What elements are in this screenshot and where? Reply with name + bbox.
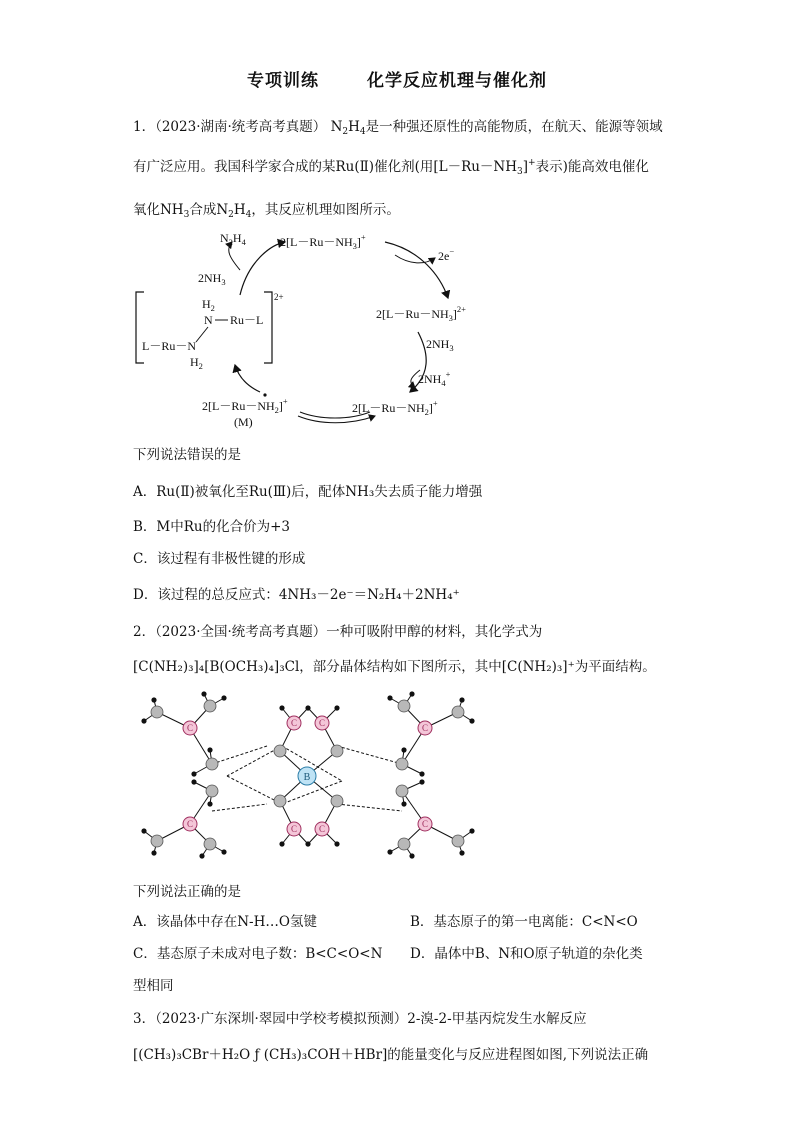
q3-stem-line1: 3．（2023·广东深圳·翠园中学校考模拟预测）2-溴-2-甲基丙烷发生水解反应 bbox=[133, 1011, 587, 1027]
q1-stem-line3: 氧化$NH_3$合成$N_2H_4$，其反应机理如图所示。 bbox=[133, 202, 400, 220]
q3-stem-line2: [(CH₃)₃CBr＋H₂O ƒ (CH₃)₃COH＋HBr]的能量变化与反应进程图如图,下列说法正确 bbox=[133, 1047, 649, 1063]
dimer-bracket-right bbox=[264, 292, 272, 363]
boron-label: B bbox=[303, 772, 311, 783]
q2-option-c[interactable]: C．基态原子未成对电子数：B<C<O<N bbox=[133, 946, 383, 962]
q1-prompt: 下列说法错误的是 bbox=[133, 447, 241, 463]
page-title bbox=[0, 66, 794, 91]
label-right-species: $2[L-Ru-NH_3]^{2+}$ bbox=[376, 304, 466, 323]
dimer-ru-l: Ru－L bbox=[230, 313, 264, 327]
label-n2h4: $N_2H_4$ bbox=[220, 231, 246, 247]
dimer-h2-bottom: $H_2$ bbox=[190, 355, 203, 371]
svg-text:C: C bbox=[290, 824, 298, 834]
label-electrons: 2e− bbox=[438, 246, 455, 263]
dimer-n-top: N bbox=[204, 313, 213, 327]
svg-text:C: C bbox=[290, 718, 298, 728]
q2-stem-line2: [C(NH₂)₃]₄[B(OCH₃)₄]₃Cl，部分晶体结构如下图所示，其中[C(NH₂)₃]⁺为平面结构。 bbox=[133, 659, 656, 675]
q1-option-a[interactable]: A．Ru(Ⅱ)被氧化至Ru(Ⅲ)后，配体NH₃失去质子能力增强 bbox=[133, 484, 483, 500]
svg-text:C: C bbox=[318, 824, 326, 834]
dimer-h2-top: $H_2$ bbox=[202, 297, 215, 313]
q1-option-c[interactable]: C．该过程有非极性键的形成 bbox=[133, 551, 306, 567]
title-left: 专项训练 bbox=[247, 71, 319, 91]
label-bottom-right: $2[L-Ru-NH_2]^+$ bbox=[352, 398, 438, 417]
svg-text:C: C bbox=[186, 723, 194, 733]
q1-option-b[interactable]: B．M中Ru的化合价为+3 bbox=[133, 519, 291, 535]
arrow-to-top bbox=[240, 242, 285, 295]
label-top-species: $2[L-Ru-NH_3]^+$ bbox=[280, 232, 366, 251]
label-2nh3-right: $2NH_3$ bbox=[426, 337, 454, 353]
svg-text:C: C bbox=[421, 819, 429, 829]
q2-option-a[interactable]: A．该晶体中存在N-H…O氢键 bbox=[133, 914, 317, 930]
q1-stem-line2: 有广泛应用。我国科学家合成的某Ru(Ⅱ)催化剂(用$[L-Ru-NH_3]^+$表示)能高效电催化 bbox=[133, 158, 649, 177]
q2-option-d[interactable]: D．晶体中B、N和O原子轨道的杂化类 bbox=[410, 946, 643, 962]
label-2nh4-right: $2NH_4^+$ bbox=[418, 369, 451, 388]
q2-option-d-cont: 型相同 bbox=[133, 978, 174, 994]
radical-dot bbox=[263, 393, 266, 396]
dimer-charge: 2+ bbox=[274, 292, 284, 302]
q2-stem-line1: 2．（2023·全国·统考高考真题）一种可吸附甲醇的材料，其化学式为 bbox=[133, 624, 543, 640]
dimer-l-ru-n: L－Ru－N bbox=[142, 339, 197, 353]
eq-arrow-forward bbox=[298, 416, 375, 423]
svg-text:C: C bbox=[186, 819, 194, 829]
label-2nh3-top: $2NH_3$ bbox=[198, 271, 226, 287]
q1-option-d[interactable]: D．该过程的总反应式：4NH₃－2e⁻＝N₂H₄＋2NH₄⁺ bbox=[133, 587, 460, 603]
label-m: (M) bbox=[234, 415, 253, 429]
title-right: 化学反应机理与催化剂 bbox=[367, 71, 547, 91]
q2-crystal-structure bbox=[132, 686, 484, 864]
arrow-to-dimer bbox=[235, 365, 260, 392]
q1-stem-line1: 1．（2023·湖南·统考高考真题） $N_2H_4$是一种强还原性的高能物质，在航天、能源等领域 bbox=[133, 119, 663, 137]
label-bottom-left: $2[L-Ru-NH_2]^+$ bbox=[202, 396, 288, 415]
q1-mechanism-diagram bbox=[130, 220, 530, 435]
q2-option-b[interactable]: B．基态原子的第一电离能：C<N<O bbox=[410, 914, 638, 930]
q2-prompt: 下列说法正确的是 bbox=[133, 884, 241, 900]
svg-text:C: C bbox=[318, 718, 326, 728]
arrow-electron-out bbox=[395, 255, 435, 263]
svg-text:C: C bbox=[421, 723, 429, 733]
